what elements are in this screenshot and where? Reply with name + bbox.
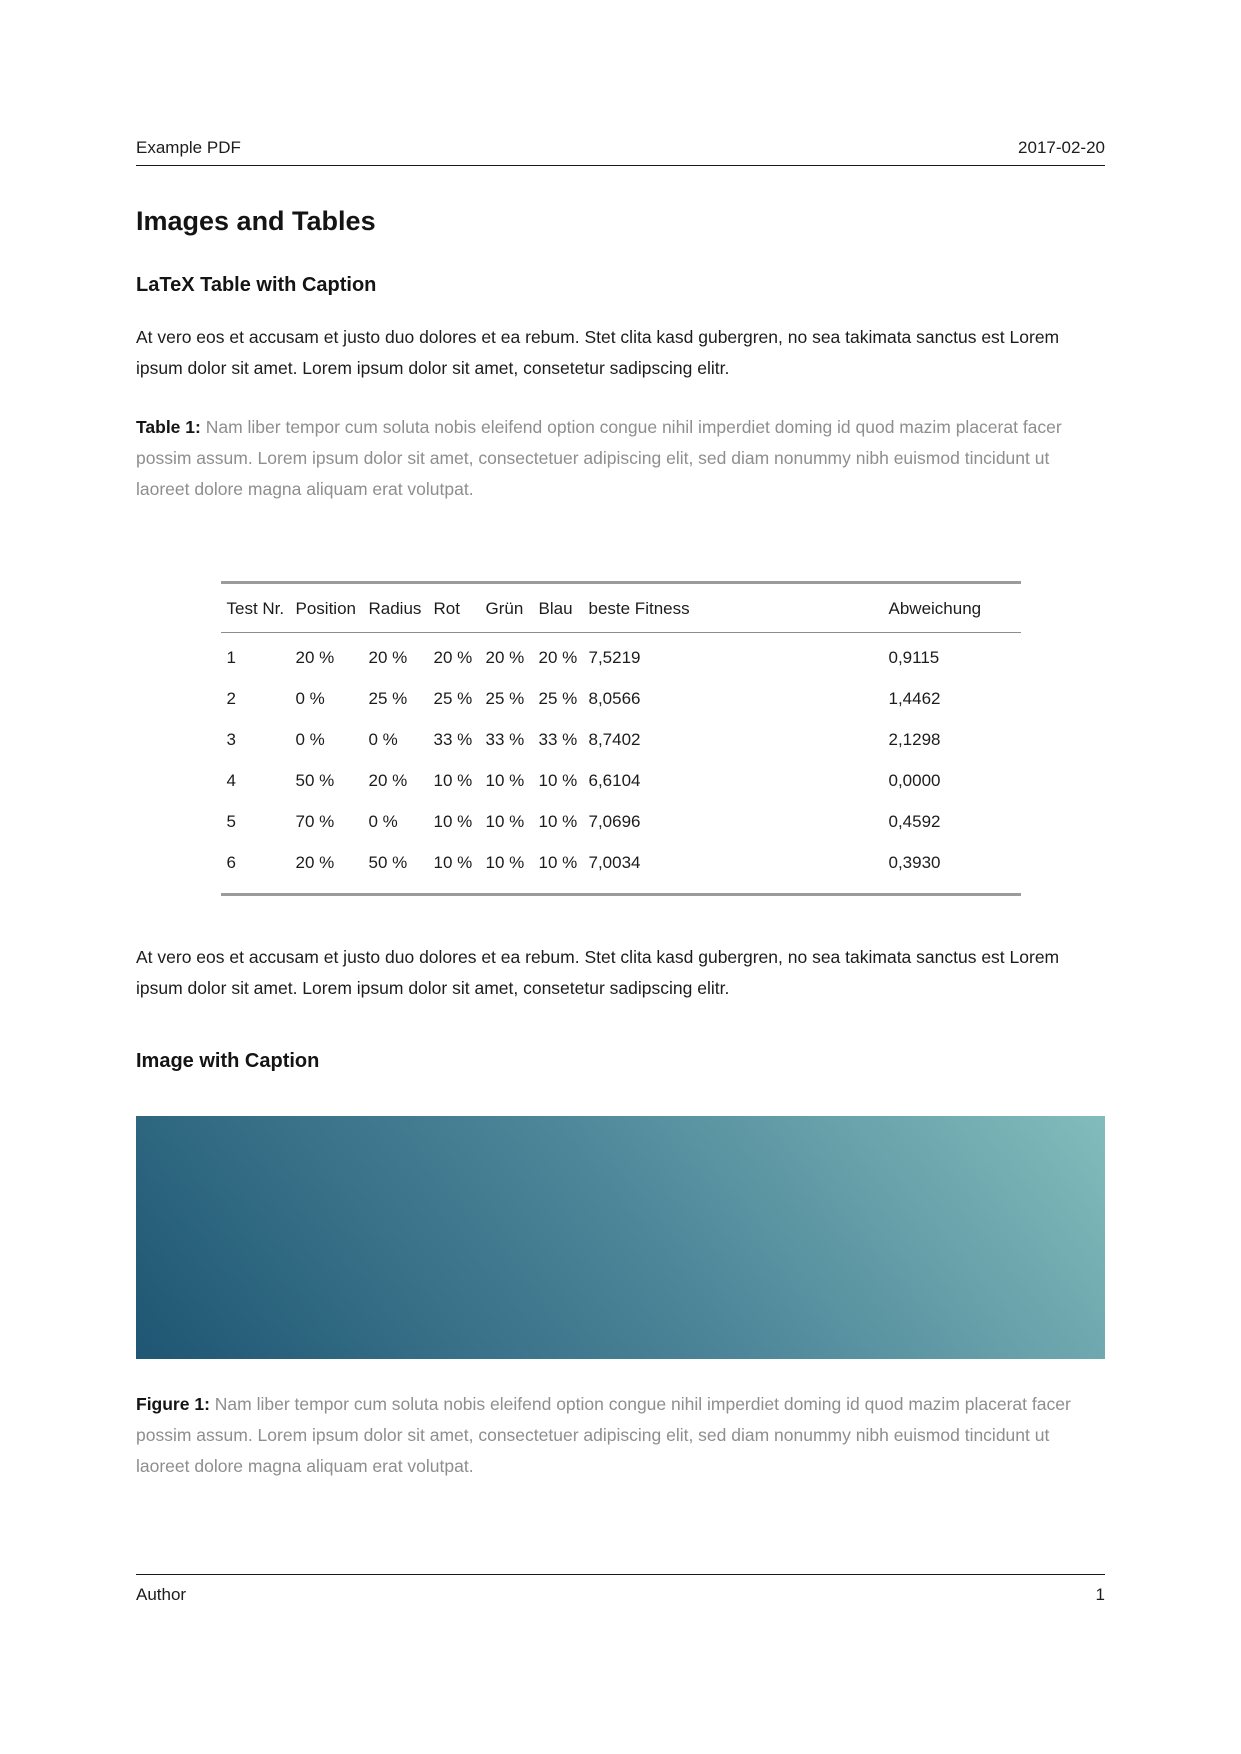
footer-page-number: 1: [1095, 1585, 1105, 1604]
table-cell: 8,0566: [588, 689, 641, 708]
data-table: [221, 584, 1021, 883]
paragraph: At vero eos et accusam et justo duo dolores et ea rebum. Stet clita kasd gubergren, no sea takimata sanctus est Lorem ipsum dolor sit amet. Lorem ipsum dolor sit amet, consetetur sadipscing elitr.: [136, 327, 1060, 378]
column-header: Grün: [480, 584, 533, 633]
table-cell: 70 %: [295, 812, 335, 831]
table-cell: 33 %: [538, 730, 578, 749]
table-cell: 20 %: [368, 771, 408, 790]
table-cell: 10 %: [538, 853, 578, 872]
table-row: [221, 633, 1021, 679]
table-cell: 10 %: [538, 771, 578, 790]
table-cell: 20 %: [368, 648, 408, 667]
table-cell: 10 %: [433, 853, 473, 872]
header-document-title: Example PDF: [136, 138, 241, 157]
page-title: Images and Tables: [136, 206, 376, 236]
table-caption: [136, 412, 1105, 505]
page-header: [136, 0, 1105, 166]
figure-caption-text: Nam liber tempor cum soluta nobis eleifend option congue nihil imperdiet doming id quod mazim placerat facer possim assum. Lorem ipsum dolor sit amet, consectetuer adipiscing elit, sed diam nonummy nibh euismod tincidunt ut laoreet dolore magna aliquam erat volutpat.: [136, 1394, 1071, 1476]
table-cell: 0 %: [368, 730, 398, 749]
table-cell: 10 %: [485, 812, 525, 831]
column-header: Radius: [363, 584, 428, 633]
footer-author: Author: [136, 1585, 187, 1604]
figure-image: [136, 1116, 1105, 1359]
data-table-container: [221, 581, 1021, 896]
table-cell: 10 %: [485, 853, 525, 872]
table-cell: 6: [226, 853, 236, 872]
table-cell: 0 %: [295, 730, 325, 749]
column-header: Blau: [533, 584, 583, 633]
table-cell: 0 %: [368, 812, 398, 831]
table-cell: 7,5219: [588, 648, 641, 667]
table-cell: 0,0000: [888, 771, 941, 790]
table-cell: 10 %: [433, 771, 473, 790]
table-cell: 10 %: [538, 812, 578, 831]
column-header: Rot: [428, 584, 480, 633]
table-cell: 0,4592: [888, 812, 941, 831]
table-caption-label: Table 1:: [136, 417, 201, 437]
table-cell: 25 %: [368, 689, 408, 708]
section-title-image: Image with Caption: [136, 1050, 320, 1072]
figure-caption: [136, 1389, 1105, 1482]
table-cell: 0 %: [295, 689, 325, 708]
header-date: 2017-02-20: [1018, 138, 1105, 157]
table-cell: 50 %: [295, 771, 335, 790]
table-cell: 20 %: [485, 648, 525, 667]
table-cell: 0,9115: [888, 648, 940, 667]
table-cell: 33 %: [433, 730, 473, 749]
table-row: [221, 842, 1021, 883]
table-cell: 20 %: [295, 853, 335, 872]
table-row: [221, 801, 1021, 842]
column-header: Test Nr.: [221, 584, 290, 633]
table-cell: 10 %: [485, 771, 525, 790]
table-cell: 25 %: [485, 689, 525, 708]
column-header: Abweichung: [883, 584, 1021, 633]
table-cell: 25 %: [538, 689, 578, 708]
table-cell: 10 %: [433, 812, 473, 831]
table-caption-text: Nam liber tempor cum soluta nobis eleifend option congue nihil imperdiet doming id quod mazim placerat facer possim assum. Lorem ipsum dolor sit amet, consectetuer adipiscing elit, sed diam nonummy nibh euismod tincidunt ut laoreet dolore magna aliquam erat volutpat.: [136, 417, 1062, 499]
table-cell: 5: [226, 812, 236, 831]
table-cell: 20 %: [433, 648, 473, 667]
page-footer: [136, 1574, 1105, 1605]
table-cell: 2,1298: [888, 730, 941, 749]
table-row: [221, 760, 1021, 801]
table-cell: 1,4462: [888, 689, 941, 708]
table-cell: 7,0696: [588, 812, 641, 831]
figure-caption-label: Figure 1:: [136, 1394, 210, 1414]
table-row: [221, 719, 1021, 760]
table-cell: 3: [226, 730, 236, 749]
table-cell: 7,0034: [588, 853, 641, 872]
table-cell: 20 %: [538, 648, 578, 667]
table-row: [221, 678, 1021, 719]
table-cell: 0,3930: [888, 853, 941, 872]
column-header: beste Fitness: [583, 584, 883, 633]
table-cell: 25 %: [433, 689, 473, 708]
paragraph: At vero eos et accusam et justo duo dolores et ea rebum. Stet clita kasd gubergren, no sea takimata sanctus est Lorem ipsum dolor sit amet. Lorem ipsum dolor sit amet, consetetur sadipscing elitr.: [136, 947, 1060, 998]
section-title-latex-table: LaTeX Table with Caption: [136, 274, 377, 296]
table-cell: 4: [226, 771, 236, 790]
table-header-row: [221, 584, 1021, 633]
table-cell: 20 %: [295, 648, 335, 667]
table-body: [221, 633, 1021, 884]
table-cell: 8,7402: [588, 730, 641, 749]
table-cell: 50 %: [368, 853, 408, 872]
column-header: Position: [290, 584, 363, 633]
table-cell: 33 %: [485, 730, 525, 749]
table-cell: 2: [226, 689, 236, 708]
table-cell: 1: [226, 648, 236, 667]
table-cell: 6,6104: [588, 771, 641, 790]
